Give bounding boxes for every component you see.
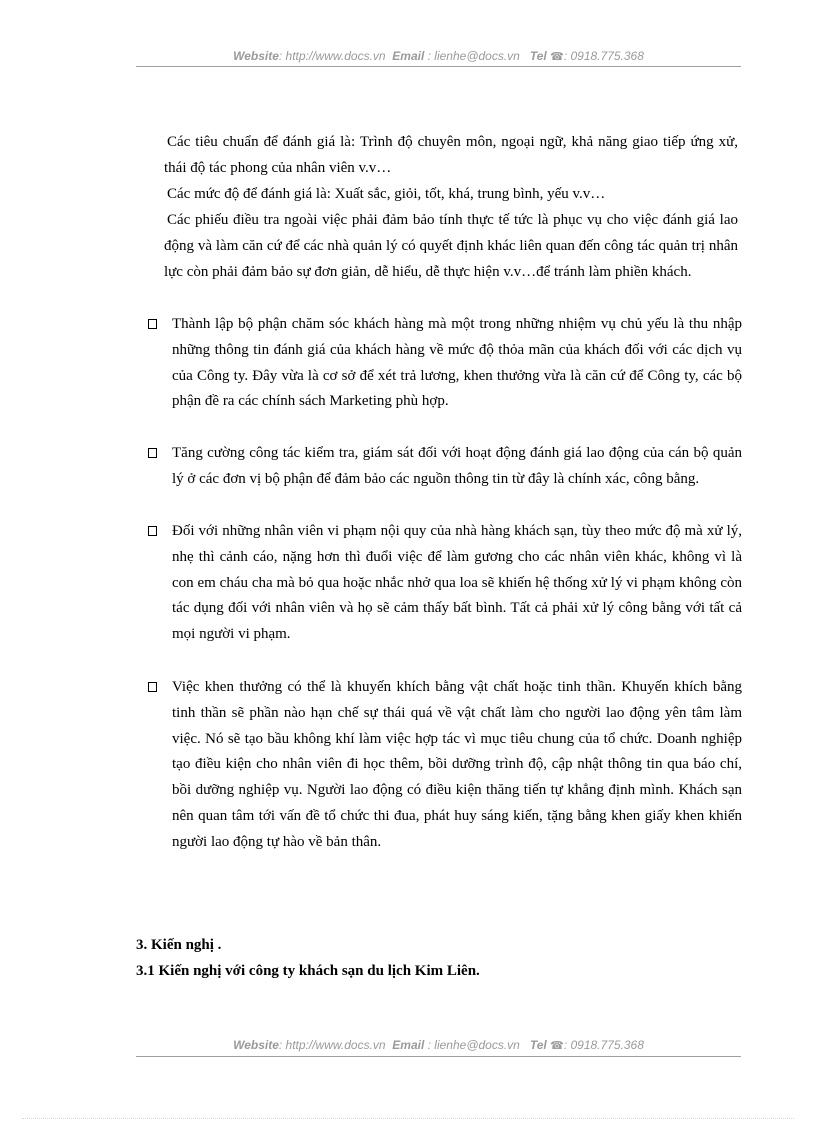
list-item xyxy=(148,675,742,856)
footer-email-value[interactable]: : lienhe@docs.vn xyxy=(427,1038,520,1052)
page-footer xyxy=(136,1038,741,1052)
checkbox-bullet-icon xyxy=(148,319,157,329)
list-item xyxy=(148,519,742,648)
telephone-icon: ☎ xyxy=(550,1040,564,1052)
subsection-heading: 3.1 Kiến nghị với công ty khách sạn du lịch Kim Liên. xyxy=(136,963,480,979)
header-website-label: Website xyxy=(233,49,279,63)
footer-tel-value: : 0918.775.368 xyxy=(563,1038,644,1052)
footer-website-label: Website xyxy=(233,1038,279,1052)
header-tel-label: Tel xyxy=(529,49,547,63)
header-website-url[interactable]: : http://www.docs.vn xyxy=(278,49,386,63)
page-bottom-border xyxy=(22,1118,794,1119)
body-paragraph: Các phiếu điều tra ngoài việc phải đảm bảo tính thực tế tức là phục vụ cho việc đánh giá lao động và làm căn cứ để các nhà quản lý có quyết định khác liên quan đến công tác quản trị nhân lực còn phải đảm bảo sự đơn giản, dễ hiểu, dễ thực hiện v.v…để tránh làm phiền khách. xyxy=(164,212,738,280)
checkbox-bullet-icon xyxy=(148,448,157,458)
body-paragraph: Các mức độ để đánh giá là: Xuất sắc, giỏi, tốt, khá, trung bình, yếu v.v… xyxy=(167,186,606,202)
list-item xyxy=(148,312,742,415)
footer-email-label: Email xyxy=(392,1038,425,1052)
header-email-value[interactable]: : lienhe@docs.vn xyxy=(427,49,520,63)
checkbox-bullet-icon xyxy=(148,682,157,692)
list-item-text: Thành lập bộ phận chăm sóc khách hàng mà một trong những nhiệm vụ chủ yếu là thu nhập những thông tin đánh giá của khách hàng về mức độ thỏa mãn của khách đối với các dịch vụ của Công ty. Đây vừa là cơ sở để xét trả lương, khen thưởng vừa là căn cứ để Công ty, các bộ phận đề ra các chính sách Marketing phù hợp. xyxy=(172,316,742,410)
section-heading: 3. Kiến nghị . xyxy=(136,937,222,953)
list-item-text: Tăng cường công tác kiểm tra, giám sát đối với hoạt động đánh giá lao động của cán bộ quản lý ở các đơn vị bộ phận để đảm bảo các nguồn thông tin từ đây là chính xác, công bằng. xyxy=(172,445,742,487)
list-item-text: Việc khen thưởng có thể là khuyến khích bằng vật chất hoặc tinh thần. Khuyến khích bằng tinh thần sẽ phần nào hạn chế sự thái quá về vật chất làm cho người lao động yên tâm làm việc. Nó sẽ tạo bầu không khí làm việc hợp tác vì mục tiêu chung của tổ chức. Doanh nghiệp tạo điều kiện cho nhân viên đi học thêm, bồi dưỡng trình độ, cập nhật thông tin qua báo chí, bồi dưỡng nghiệp vụ. Người lao động có điều kiện thăng tiến tự khẳng định mình. Khách sạn nên quan tâm tới vấn đề tổ chức thi đua, phát huy sáng kiến, tặng bằng khen giấy khen khiến người lao động tự hào về bản thân. xyxy=(172,679,742,850)
footer-rule xyxy=(136,1056,741,1057)
header-tel-value: : 0918.775.368 xyxy=(563,49,644,63)
page-header xyxy=(136,49,741,63)
checkbox-bullet-icon xyxy=(148,526,157,536)
header-email-label: Email xyxy=(392,49,425,63)
list-item-text: Đối với những nhân viên vi phạm nội quy của nhà hàng khách sạn, tùy theo mức độ mà xử lý, nhẹ thì cảnh cáo, nặng hơn thì đuổi việc để làm gương cho các nhân viên khác, không vì là con em cháu cha mà bỏ qua hoặc nhắc nhở qua loa sẽ khiến hệ thống xử lý vi phạm không còn tác dụng đối với nhân viên và họ sẽ cảm thấy bất bình. Tất cả phải xử lý công bằng với tất cả mọi người vi phạm. xyxy=(172,523,742,643)
footer-tel-label: Tel xyxy=(529,1038,547,1052)
footer-website-url[interactable]: : http://www.docs.vn xyxy=(278,1038,386,1052)
body-paragraph: Các tiêu chuẩn để đánh giá là: Trình độ chuyên môn, ngoại ngữ, khả năng giao tiếp ứng xử, thái độ tác phong của nhân viên v.v… xyxy=(164,134,738,176)
telephone-icon: ☎ xyxy=(550,51,564,63)
header-rule xyxy=(136,66,741,67)
list-item xyxy=(148,441,742,493)
